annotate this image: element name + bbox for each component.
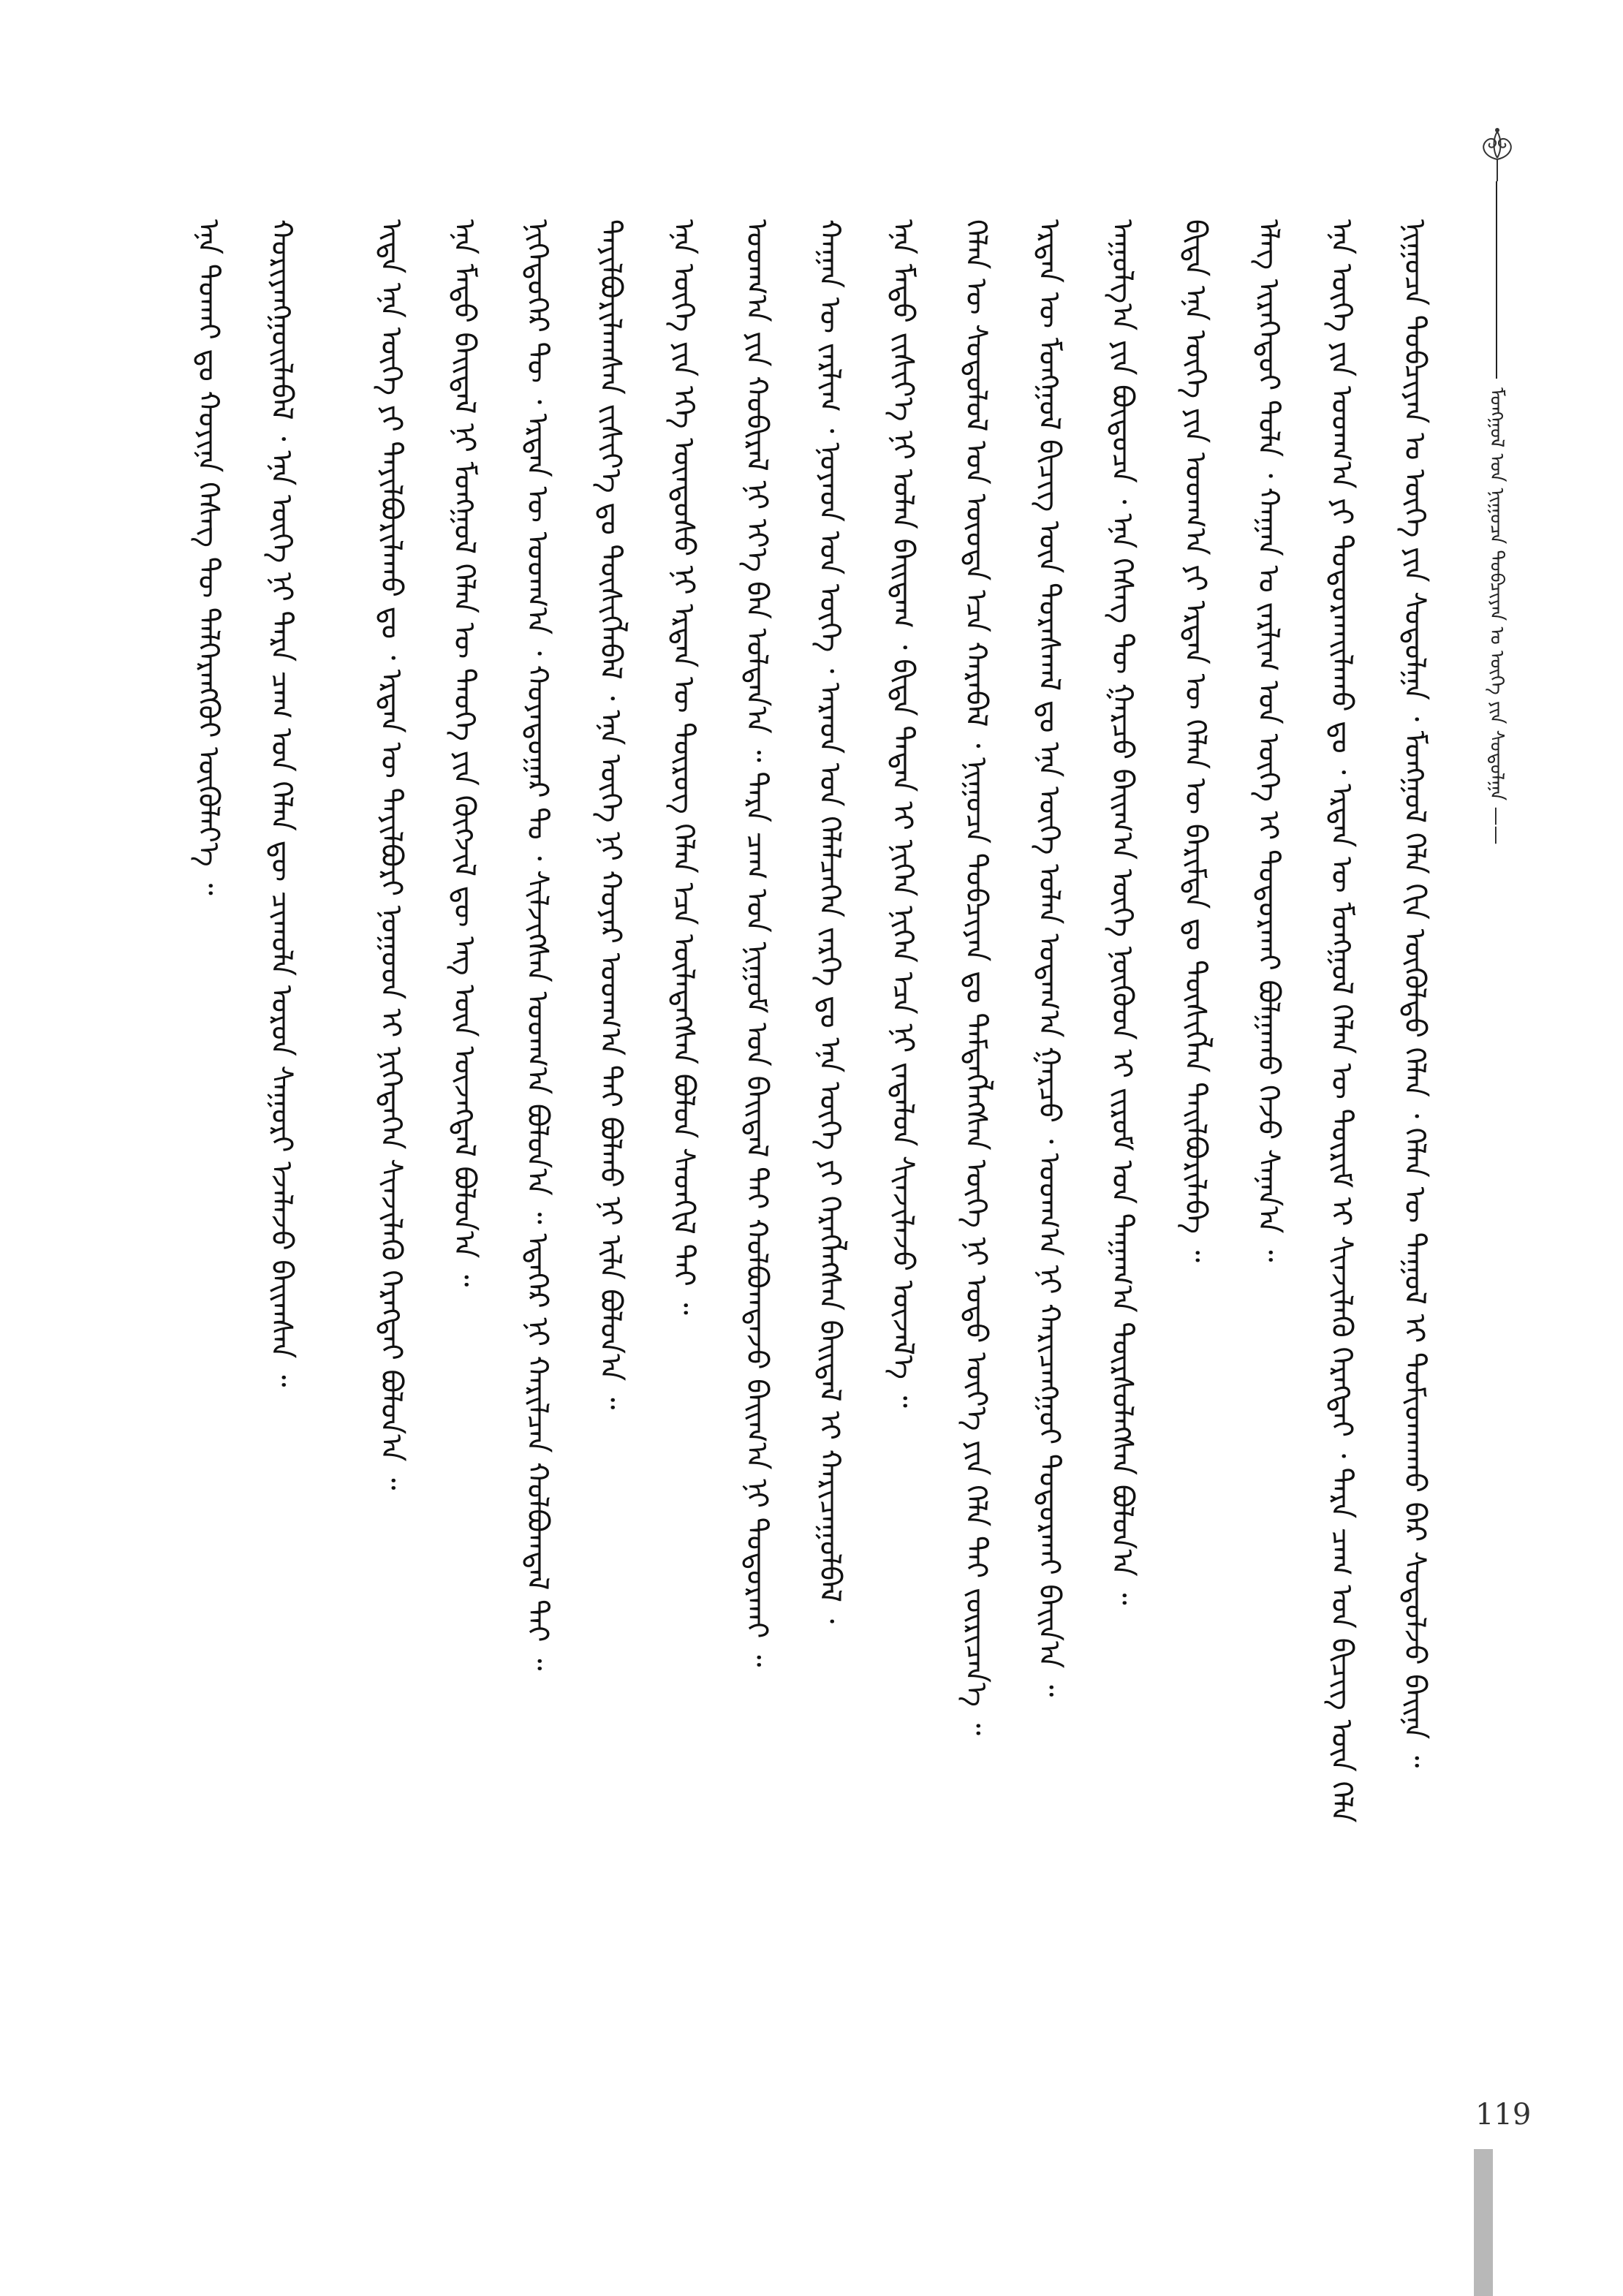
text-column: ᠡᠨᠡ ᠦᠭᠡ ᠶᠢᠨ ᠤᠳᠬ᠎ᠠ ᠶᠢ ᠲᠣᠳᠤᠷᠬᠠᠢᠯᠠᠬᠤ ᠳᠤ ᠂ ᠡᠷᠲᠡᠨ ᠦ ᠮᠣᠩᠭᠣᠯ ᠬᠡᠯᠡᠨ ᠦ ᠳᠦᠷᠢᠮ ᠢ ᠰᠢᠨᠵᠢᠯᠡᠬᠦ ᠬᠡᠷᠡᠭᠲᠡᠢ ᠂ ᠲᠡᠷᠡ ᠴᠠᠭ ᠤᠨ ᠪᠢᠴᠢᠭ ᠦᠨ ᠬᠡᠯᠡ: [1325, 219, 1358, 1823]
text-column: ᠠᠭᠤᠯᠭ᠎ᠠ ᠶᠢᠨ ᠪᠦᠲᠦᠴᠡ ᠂ ᠡᠨᠡ ᠬᠡᠰᠡᠭ ᠲᠦ ᠭᠠᠷᠴᠤ ᠪᠠᠢᠭ᠎ᠠ ᠦᠭᠡ ᠨᠦᠭᠦᠳ ᠢ ᠵᠢᠷᠤᠮ ᠤᠨ ᠳᠠᠭᠠᠭ᠎ᠠ ᠳᠦᠷᠰᠦᠯᠡᠭᠰᠡᠨ ᠪᠣᠯᠤᠨ᠎ᠠ ᠃: [1105, 219, 1139, 1605]
text-column: ᠡᠨᠡ ᠮᠡᠲᠦ ᠵᠢᠱᠢᠶ᠎ᠡ ᠨᠢ ᠣᠯᠠᠨ ᠪᠠᠢᠳᠠᠭ ᠂ ᠪᠢᠳᠡ ᠲᠡᠳᠡᠨ ᠢ ᠨᠢᠭᠡᠨ ᠨᠢᠭᠡᠨ ᠡᠴᠡ ᠨᠢ ᠵᠠᠳᠠᠯᠤᠨ ᠰᠢᠨᠵᠢᠯᠡᠵᠦ ᠦᠵᠡᠯ᠎ᠡ ᠃: [886, 219, 920, 1408]
text-column: ᠡᠷᠲᠡᠨ ᠦ ᠮᠣᠩᠭᠣᠯ ᠪᠢᠴᠢᠭ ᠦᠨ ᠳᠤᠷᠠᠰᠬᠠᠯ ᠳᠤ ᠡᠨᠡ ᠦᠭᠡ ᠣᠯᠠᠨ ᠤᠳᠠᠭ᠎ᠠ ᠭᠠᠷᠴᠤ ᠂ ᠤᠳᠬ᠎ᠠ ᠨᠢ ᠬᠠᠷᠢᠴᠠᠩᠭᠤᠢ ᠲᠣᠳᠤᠷᠬᠠᠢ ᠪᠠᠢᠨ᠎ᠠ ᠃: [1032, 219, 1066, 1697]
page-edge-bar: [1474, 2149, 1493, 2296]
text-column: ᠲᠠᠶᠢᠯᠪᠤᠷᠢᠯᠠᠭᠰᠠᠨ ᠵᠢᠱᠢᠶ᠎ᠡ ᠳᠤ ᠲᠦᠰᠢᠭᠯᠡᠪᠡᠯ ᠂ ᠡᠨᠡ ᠦᠭᠡ ᠨᠢ ᠬᠣᠶᠠᠷ ᠤᠳᠬ᠎ᠠ ᠲᠠᠢ ᠪᠣᠯᠬᠤ ᠨᠢ ᠢᠯᠡ ᠪᠣᠯᠤᠨ᠎ᠠ ᠃: [594, 219, 627, 1410]
running-header-title: ᠮᠣᠩᠭᠣᠯ ᠤᠨ ᠨᠢᠭᠤᠴᠠ ᠲᠣᠪᠴᠢᠶᠠᠨ ᠤ ᠦᠭᠡ ᠶᠢᠨ ᠰᠤᠳᠤᠯᠭᠠ ——: [1486, 387, 1507, 845]
text-column: ᠨᠢᠭᠡᠳᠦᠭᠡᠷ ᠲᠦ ᠂ ᠡᠷᠲᠡᠨ ᠦ ᠤᠳᠬ᠎ᠠ ᠂ ᠬᠣᠶᠠᠳᠤᠭᠠᠷ ᠲᠤ ᠂ ᠰᠢᠯᠵᠢᠭᠰᠡᠨ ᠤᠳᠬ᠎ᠠ ᠪᠣᠯᠤᠨ᠎ᠠ ᠃ ᠡᠳᠡᠭᠡᠷ ᠨᠢ ᠬᠠᠷᠢᠯᠴᠠᠨ ᠬᠣᠯᠪᠣᠭᠳᠠᠯ ᠲᠠᠢ ᠃: [521, 219, 554, 1671]
text-column: ᠬᠡᠯᠡᠨ ᠦ ᠰᠤᠳᠤᠯᠤᠯ ᠤᠨ ᠦᠦᠳᠡ ᠡᠴᠡ ᠬᠠᠷᠠᠪᠠᠯ ᠂ ᠨᠢᠭᠤᠴᠠ ᠲᠣᠪᠴᠢᠶᠠᠨ ᠳᠤ ᠲᠡᠮᠳᠡᠭᠯᠡᠭᠰᠡᠨ ᠦᠭᠡ ᠨᠢ ᠣᠳᠣ ᠦᠶ᠎ᠡ ᠶᠢᠨ ᠬᠡᠯᠡ ᠲᠡᠢ ᠵᠥᠷᠢᠴᠡᠨ᠎ᠡ ᠃: [959, 219, 993, 1736]
body-text: [190, 219, 1433, 2091]
text-column: ᠪᠢᠳᠡ ᠡᠨᠡ ᠦᠭᠡ ᠶᠢᠨ ᠤᠳᠬ᠎ᠠ ᠶᠢ ᠡᠷᠲᠡᠨ ᠦ ᠬᠡᠯᠡᠨ ᠦ ᠪᠠᠷᠢᠮᠲᠠ ᠳᠤ ᠲᠦᠰᠢᠭᠯᠡᠨ ᠲᠠᠢᠯᠪᠤᠷᠢᠯᠠᠪᠠ ᠃: [1179, 219, 1212, 1262]
header-rule: [1496, 181, 1497, 379]
page-number: 119: [1475, 2098, 1532, 2132]
text-column: ᠢᠳᠡ ᠡᠨᠡ ᠦᠭᠡ ᠶᠢ ᠲᠠᠶᠢᠯᠪᠤᠷᠢᠯᠠᠬᠤ ᠳᠤ ᠂ ᠡᠷᠲᠡᠨ ᠦ ᠲᠠᠶᠢᠯᠪᠤᠷᠢ ᠨᠤᠭᠤᠳ ᠢ ᠨᠢᠭᠡᠲᠡᠭᠡᠨ ᠰᠢᠨᠵᠢᠯᠡᠬᠦ ᠬᠡᠷᠡᠭᠲᠡᠢ ᠪᠣᠯᠤᠨ᠎ᠠ ᠃: [374, 219, 408, 1490]
text-column: ᠡᠨᠡ ᠮᠡᠲᠦ ᠪᠠᠢᠳᠠᠯ ᠨᠢ ᠮᠣᠩᠭᠣᠯ ᠬᠡᠯᠡᠨ ᠦ ᠲᠡᠦᠬᠡ ᠶᠢᠨ ᠬᠥᠭᠵᠢᠯ ᠳᠦ ᠡᠩ ᠦᠨ ᠦᠵᠡᠭᠳᠡᠯ ᠪᠣᠯᠤᠨ᠎ᠠ ᠃: [447, 219, 481, 1287]
text-column: ᠡᠨᠡ ᠲᠤᠬᠠᠢ ᠳᠤ ᠬᠣᠶᠢᠨᠠ ᠬᠡᠰᠡᠭ ᠲᠦ ᠳᠡᠯᠭᠡᠷᠡᠩᠭᠦᠢ ᠦᠭᠦᠯᠡᠶ᠎ᠡ ᠃: [192, 219, 225, 895]
flourish-ornament-icon: [1474, 124, 1521, 183]
text-column: ᠡᠯᠡᠭ ᠢᠷᠡᠭᠡᠳᠦᠢ ᠲᠤᠯᠠ ᠂ ᠬᠠᠭᠠᠨ ᠤ ᠵᠠᠷᠯᠢᠭ ᠤᠨ ᠦᠭᠡ ᠢ ᠲᠣᠳᠤᠷᠬᠠᠢ ᠪᠣᠯᠭᠠᠬᠤ ᠭᠡᠵᠦ ᠰᠠᠨᠠᠨ᠎ᠠ ᠃: [1252, 219, 1285, 1262]
text-column: ᠡᠨᠡ ᠦᠭᠡ ᠶᠢᠨ ᠡᠬᠡ ᠦᠨᠳᠦᠰᠦ ᠨᠢ ᠡᠷᠲᠡᠨ ᠦ ᠲᠦᠷᠦᠭ ᠬᠡᠯᠡᠨ ᠡᠴᠡ ᠦᠯᠡᠳᠡᠭᠰᠡᠨ ᠪᠣᠯᠤᠨ ᠰᠡᠳᠬᠢᠯ ᠲᠡᠢ ᠃: [667, 219, 700, 1315]
text-column: ᠬᠤᠷᠢᠶᠠᠩᠭᠤᠢᠯᠠᠪᠠᠯ ᠂ ᠡᠨᠡ ᠦᠭᠡ ᠨᠢ ᠲᠡᠷᠡ ᠴᠠᠭ ᠤᠨ ᠬᠡᠯᠡᠨ ᠳᠦ ᠴᠢᠬᠤᠯᠠ ᠤᠷᠤᠨ ᠰᠠᠭᠤᠷᠢ ᠡᠵᠡᠯᠡᠵᠦ ᠪᠠᠢᠭᠰᠠᠨ ᠃: [265, 219, 298, 1387]
text-column: ᠨᠢᠭᠤᠴᠠ ᠲᠣᠪᠴᠢᠶᠠᠨ ᠤ ᠦᠭᠡ ᠶᠢᠨ ᠰᠤᠳᠤᠯᠭᠠ ᠂ ᠮᠣᠩᠭᠣᠯ ᠬᠡᠯᠡ ᠬᠢᠨ ᠦᠬᠦᠯᠳᠤ ᠬᠡᠯᠡᠨ ᠂ ᠬᠡᠯᠡᠨ ᠦ ᠳᠠᠭᠤᠯ ᠢ ᠲᠣᠮᠢᠳᠬᠠᠬᠤ ᠪᠡᠷ ᠰᠤᠳᠤᠯᠵᠤ ᠪᠠᠢᠨᠠ ᠃: [1398, 219, 1431, 1768]
text-column: ᠤᠳᠬ᠎ᠠ ᠶᠢᠨ ᠬᠤᠪᠢᠷᠠᠯ ᠨᠢ ᠡᠶ᠎ᠡ ᠪᠠᠨ ᠣᠯᠳᠠᠨ᠎ᠠ ᠃ ᠲᠡᠷᠡ ᠴᠠᠭ ᠤᠨ ᠨᠢᠭᠤᠮ ᠤᠨ ᠪᠠᠢᠳᠠᠯ ᠲᠠᠢ ᠬᠣᠯᠪᠣᠭᠳᠠᠵᠤ ᠪᠠᠢᠭ᠎ᠠ ᠨᠢ ᠲᠣᠳᠤᠷᠬᠠᠢ ᠃: [740, 219, 773, 1667]
text-column: ᠬᠠᠭᠠᠨ ᠦ ᠵᠠᠷᠯᠢᠭ ᠂ ᠨᠣᠶᠠᠳ ᠤᠨ ᠦᠭᠡ ᠂ ᠠᠷᠠᠳ ᠤᠨ ᠬᠡᠯᠡᠯᠴᠡᠭᠡᠨ ᠵᠡᠷᠭᠡ ᠳᠤ ᠡᠨᠡ ᠦᠭᠡ ᠶᠢ ᠬᠡᠷᠡᠭᠯᠡᠭᠰᠡᠨ ᠪᠠᠢᠳᠠᠯ ᠢ ᠬᠠᠷᠢᠴᠠᠭᠤᠯᠪᠠᠯ ᠂: [813, 219, 847, 1624]
running-header: [1469, 124, 1528, 1001]
